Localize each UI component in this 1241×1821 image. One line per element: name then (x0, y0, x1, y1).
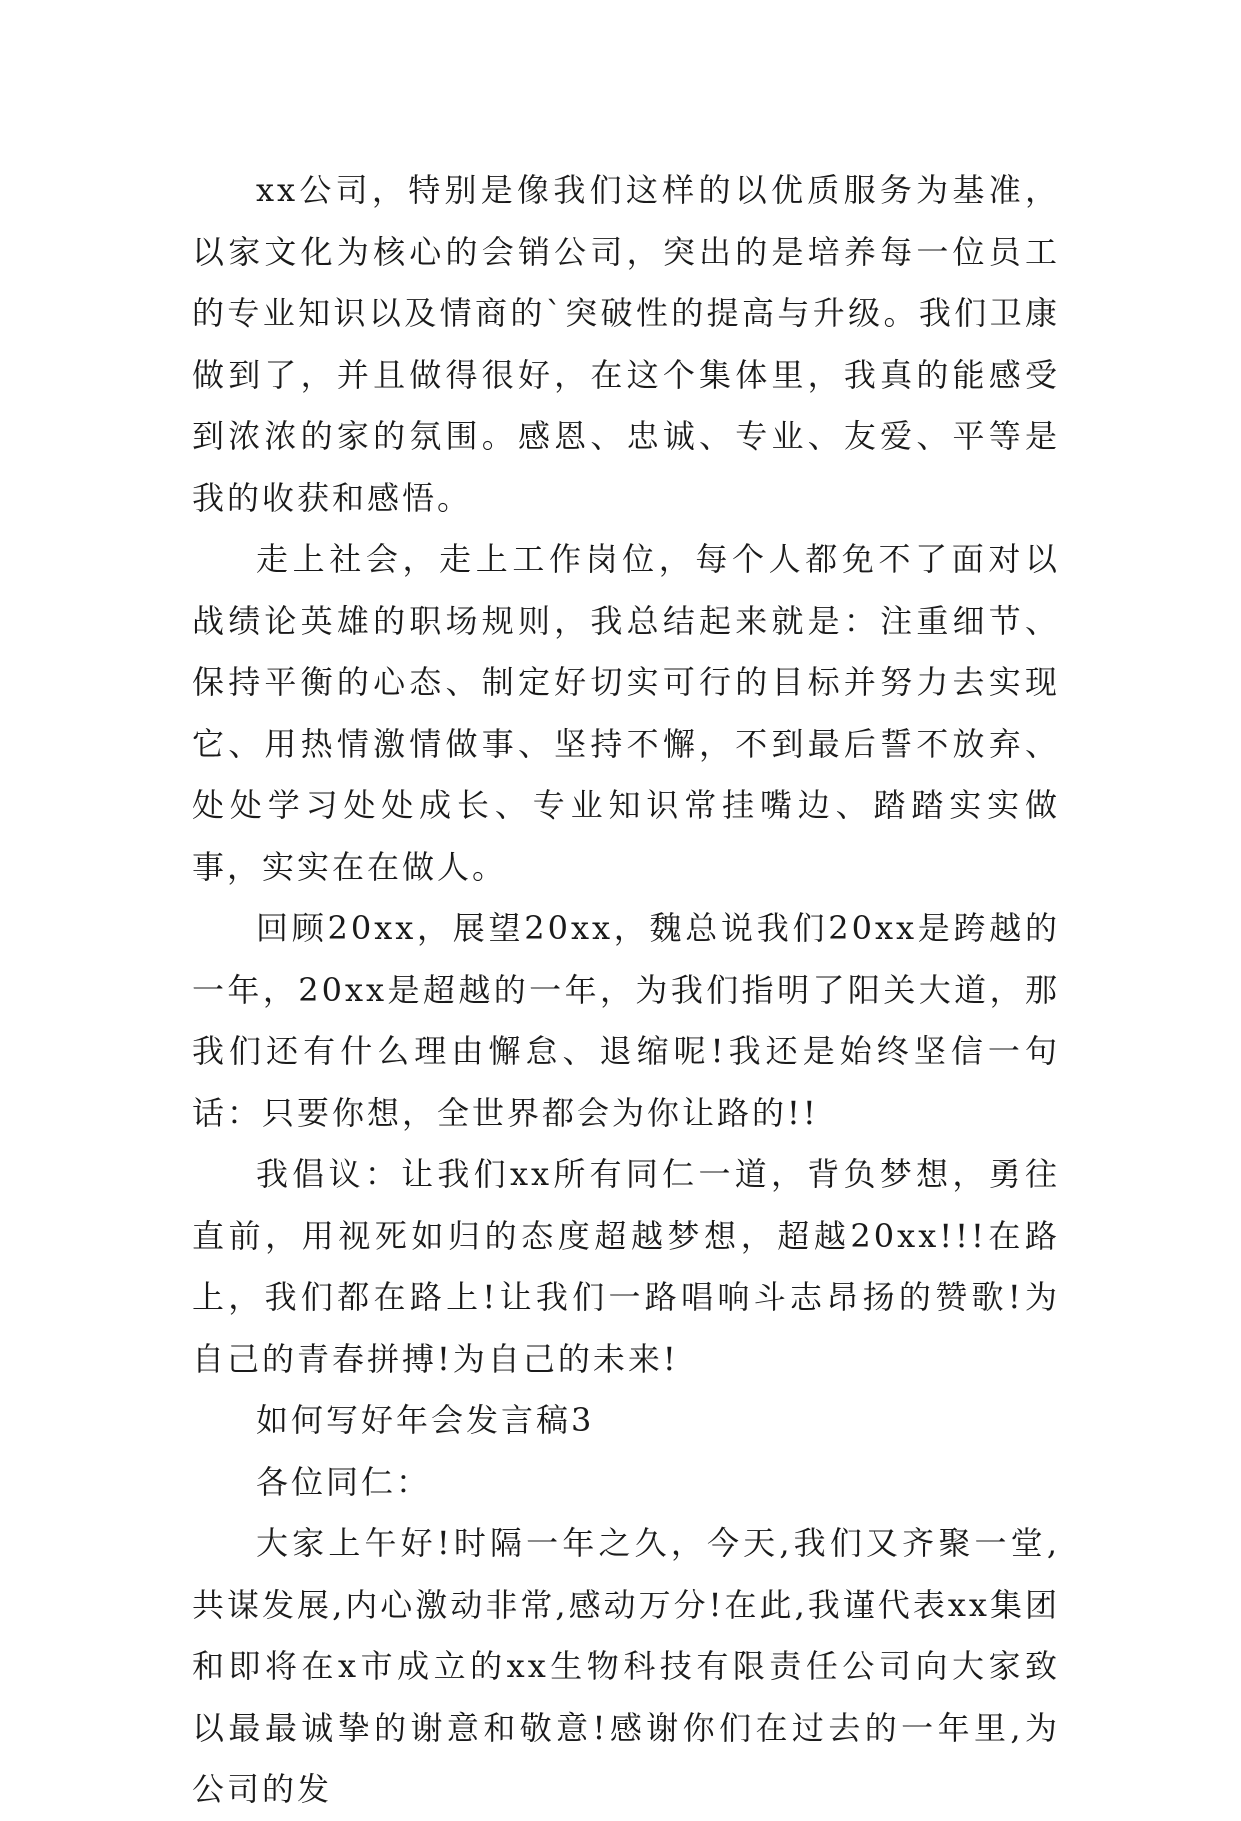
section-heading: 如何写好年会发言稿3 (256, 1401, 595, 1439)
paragraph-review-outlook: 回顾20xx，展望20xx，魏总说我们20xx是跨越的一年，20xx是超越的一年，为我们指明了阳关大道，那我们还有什么理由懈怠、退缩呢!我还是始终坚信一句话：只要你想，全世界都会为你让路的!! (192, 909, 1060, 1132)
paragraph-workplace-rules: 走上社会，走上工作岗位，每个人都免不了面对以战绩论英雄的职场规则，我总结起来就是：注重细节、保持平衡的心态、制定好切实可行的目标并努力去实现它、用热情激情做事、坚持不懈，不到最后誓不放弃、处处学习处处成长、专业知识常挂嘴边、踏踏实实做事，实实在在做人。 (192, 540, 1060, 886)
paragraph-greeting: 大家上午好!时隔一年之久，今天,我们又齐聚一堂,共谋发展,内心激动非常,感动万分!在此,我谨代表xx集团和即将在x市成立的xx生物科技有限责任公司向大家致以最最诚挚的谢意和敬意!感谢你们在过去的一年里,为公司的发 (192, 1524, 1060, 1808)
document-body (192, 160, 1060, 1821)
paragraph-company-culture: xx公司，特别是像我们这样的以优质服务为基准，以家文化为核心的会销公司，突出的是培养每一位员工的专业知识以及情商的`突破性的提高与升级。我们卫康做到了，并且做得很好，在这个集体里，我真的能感受到浓浓的家的氛围。感恩、忠诚、专业、友爱、平等是我的收获和感悟。 (192, 171, 1060, 517)
salutation: 各位同仁： (256, 1462, 432, 1501)
paragraph-proposal: 我倡议：让我们xx所有同仁一道，背负梦想，勇往直前，用视死如归的态度超越梦想，超越20xx!!!在路上，我们都在路上!让我们一路唱响斗志昂扬的赞歌!为自己的青春拼搏!为自己的未来! (192, 1155, 1060, 1378)
